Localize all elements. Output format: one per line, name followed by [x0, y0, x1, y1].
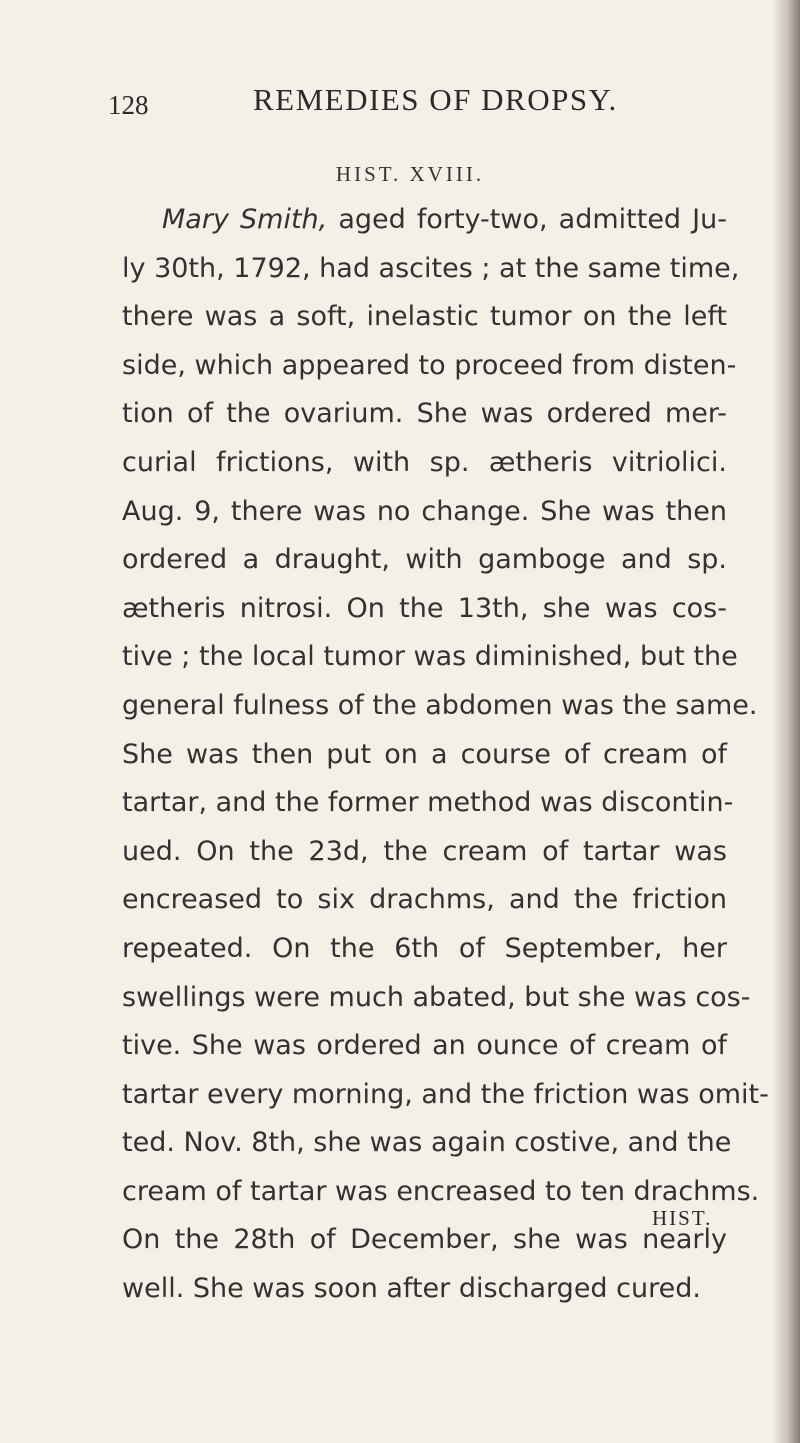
patient-name: Mary Smith, [162, 204, 328, 235]
text-line: tive. She was ordered an ounce of cream of [122, 1030, 727, 1062]
text-line [122, 196, 727, 245]
catchword: HIST. [652, 1206, 713, 1230]
running-head: REMEDIES OF DROPSY. [253, 82, 618, 117]
text-line: ly 30th, 1792, had ascites ; at the same time, [122, 252, 740, 284]
text-line: tartar every morning, and the friction was omit- [122, 1078, 769, 1110]
case-paragraph [122, 196, 769, 1314]
text-line: well. She was soon after discharged cured. [122, 1273, 701, 1305]
page-header [108, 82, 728, 126]
page-number: 128 [108, 90, 149, 120]
text-line: curial frictions, with sp. ætheris vitriolici. [122, 446, 727, 478]
text-line: ordered a draught, with gamboge and sp. [122, 544, 727, 576]
text-line: ued. On the 23d, the cream of tartar was [122, 835, 727, 867]
page-edge-shadow [772, 0, 800, 1443]
text-line: She was then put on a course of cream of [122, 738, 727, 770]
text-line: repeated. On the 6th of September, her [122, 932, 727, 964]
text-line: tion of the ovarium. She was ordered mer- [122, 398, 727, 430]
text-line: general fulness of the abdomen was the same. [122, 689, 758, 721]
text-line: swellings were much abated, but she was cos- [122, 981, 751, 1013]
section-title: HIST. XVIII. [335, 162, 485, 186]
text-line: tive ; the local tumor was diminished, but the [122, 641, 738, 673]
text-line: cream of tartar was encreased to ten drachms. [122, 1175, 760, 1207]
text-line: ætheris nitrosi. On the 13th, she was cos- [122, 592, 727, 624]
text-line: there was a soft, inelastic tumor on the left [122, 301, 727, 333]
text-line: tartar, and the former method was discontin- [122, 787, 734, 819]
text-line: Aug. 9, there was no change. She was then [122, 495, 727, 527]
text-line: ted. Nov. 8th, she was again costive, and the [122, 1127, 732, 1159]
text-line: side, which appeared to proceed from disten- [122, 349, 737, 381]
text-line-rest: aged forty-two, admitted Ju- [327, 204, 727, 235]
text-line: encreased to six drachms, and the friction [122, 884, 727, 916]
text-line: On the 28th of December, she was nearly [122, 1224, 727, 1256]
